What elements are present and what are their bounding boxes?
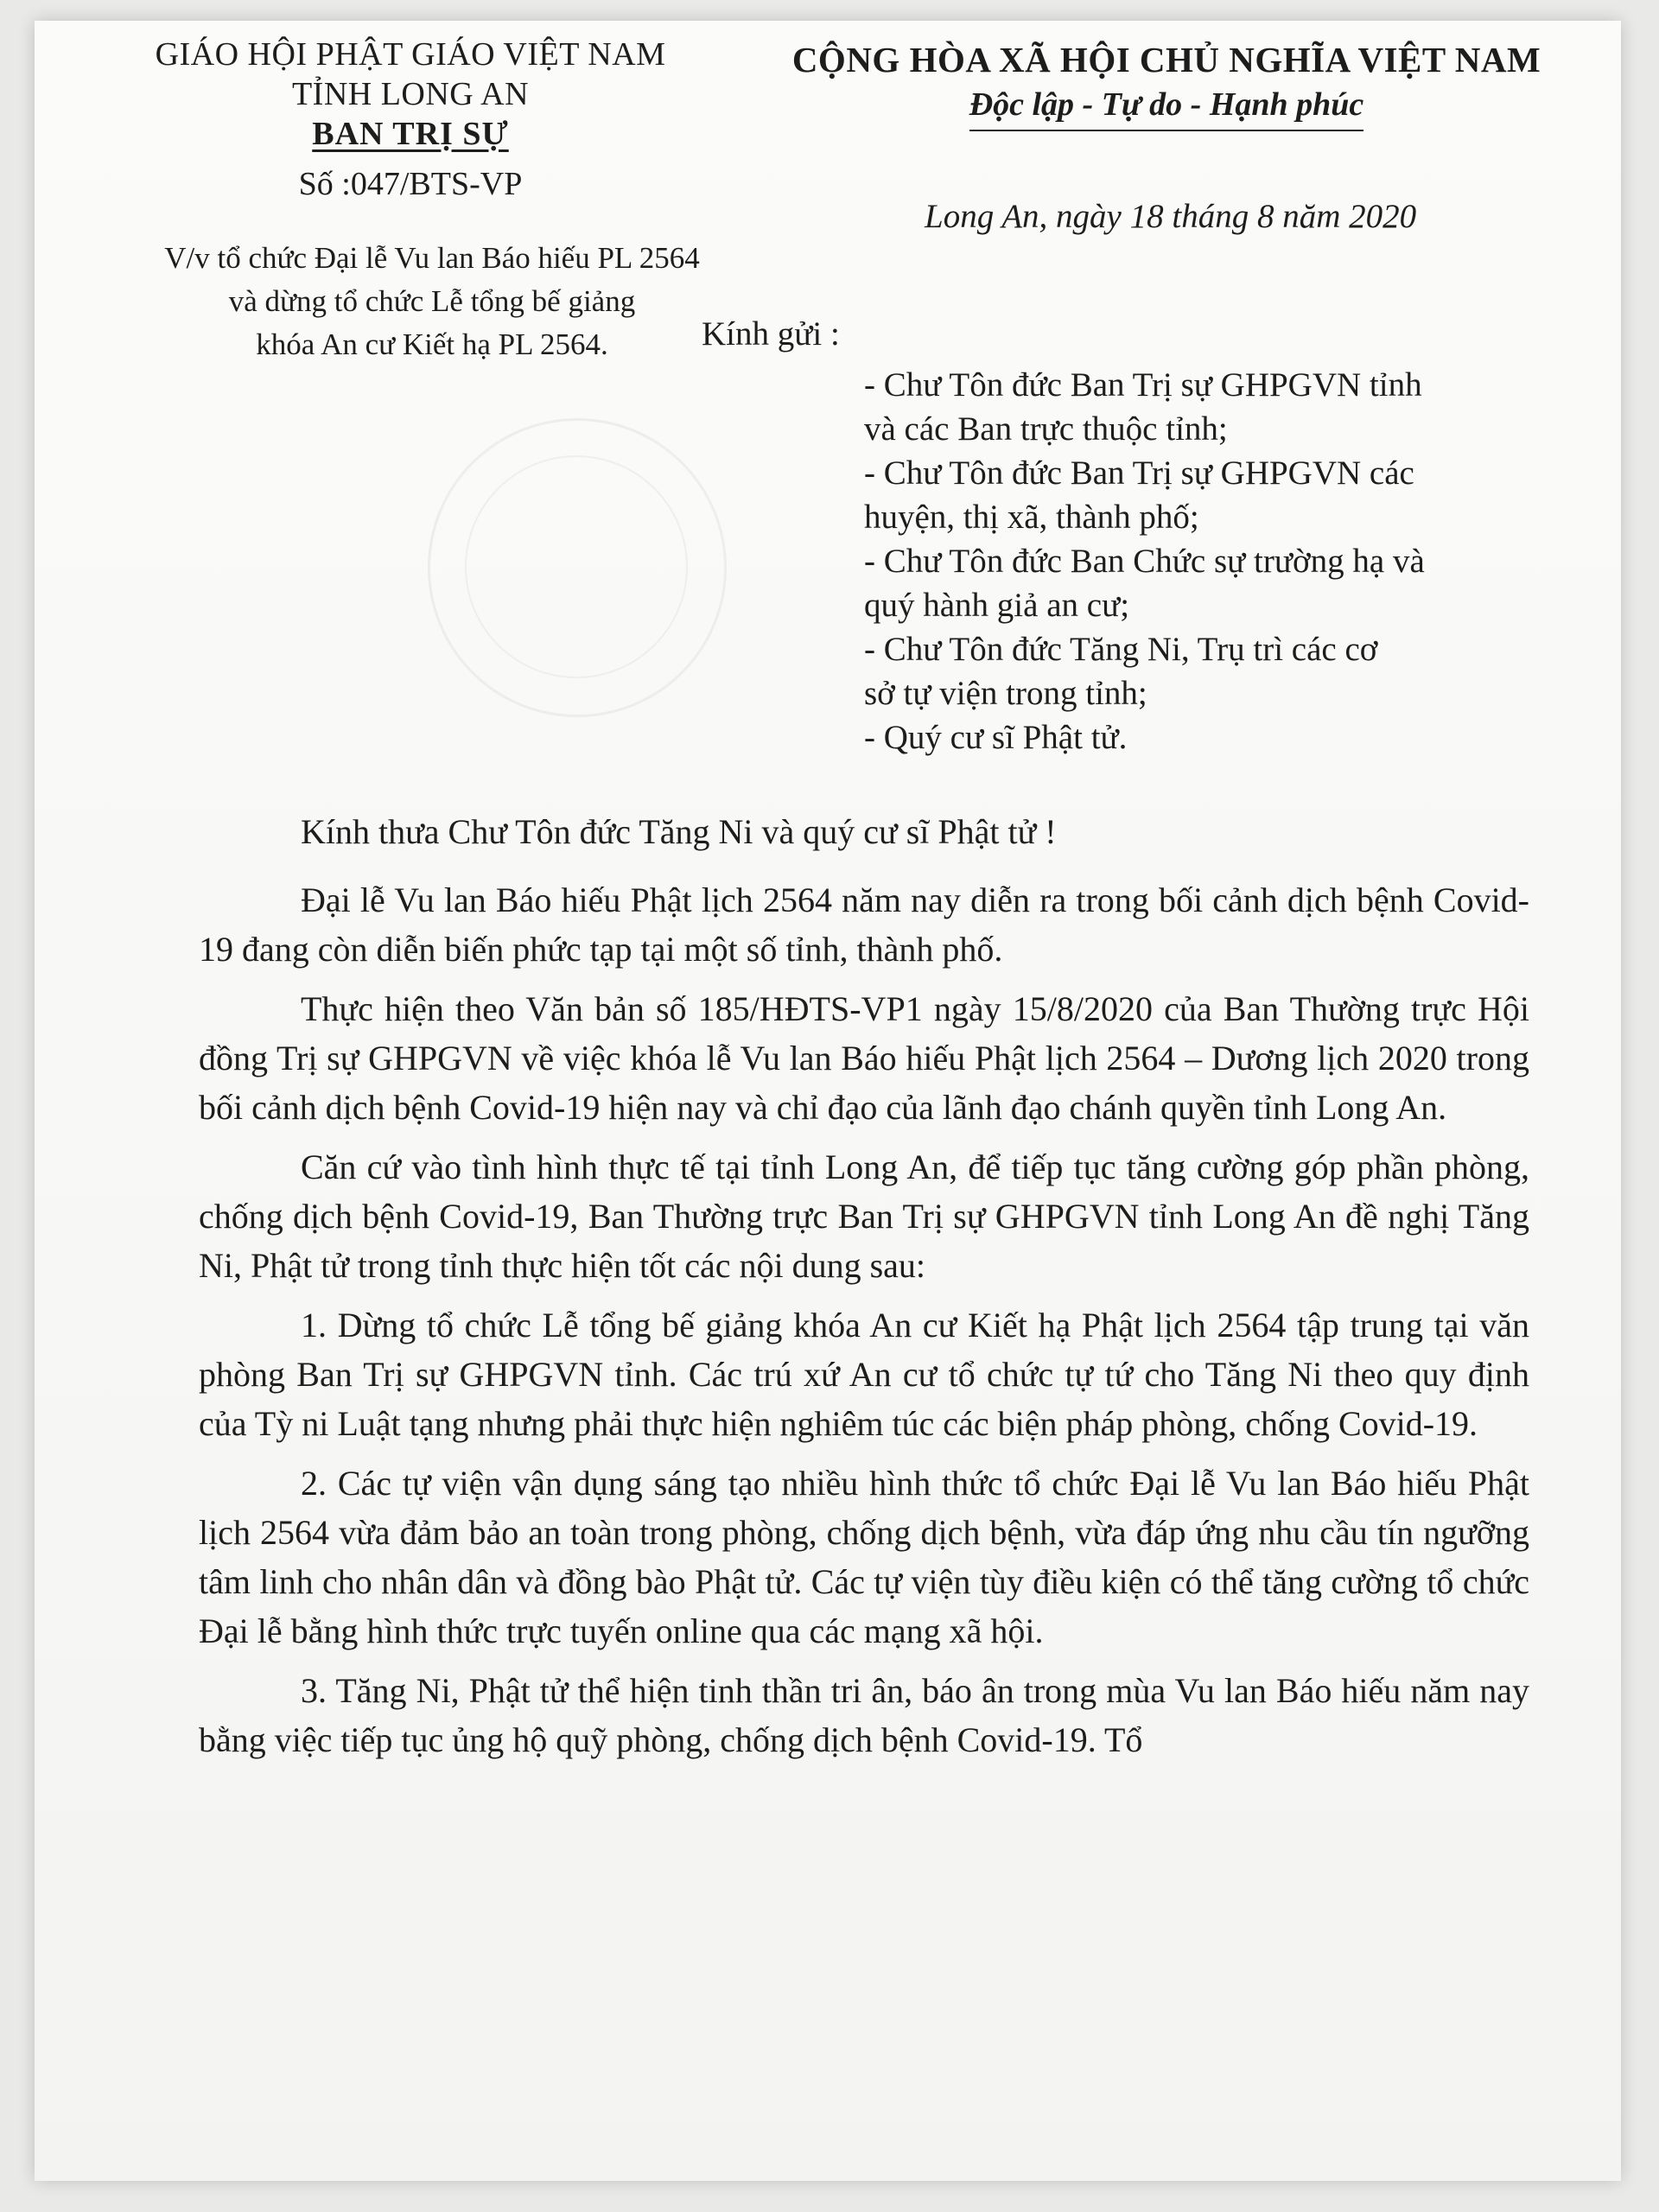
body-paragraph: 1. Dừng tổ chức Lễ tổng bế giảng khóa An cư Kiết hạ Phật lịch 2564 tập trung tại văn phòng Ban Trị sự GHPGVN tỉnh. Các trú xứ An cư tổ chức tự tứ cho Tăng Ni theo quy định của Tỳ ni Luật tạng nhưng phải thực hiện nghiêm túc các biện pháp phòng, chống Covid-19. [199, 1306, 1529, 1443]
org-line-2: TỈNH LONG AN [291, 76, 530, 112]
subject-block [130, 237, 734, 366]
body-paragraph: 2. Các tự viện vận dụng sáng tạo nhiều hình thức tổ chức Đại lễ Vu lan Báo hiếu Phật lịch 2564 vừa đảm bảo an toàn trong phòng, chống dịch bệnh, vừa đáp ứng nhu cầu tín ngưỡng tâm linh cho nhân dân và đồng bào Phật tử. Các tự viện tùy điều kiện có thể tăng cường tổ chức Đại lễ bằng hình thức trực tuyến online qua các mạng xã hội. [199, 1464, 1529, 1650]
recipient-line: sở tự viện trong tỉnh; [864, 675, 1147, 712]
org-line-3: BAN TRỊ SỰ [312, 116, 509, 152]
body-paragraph: Căn cứ vào tình hình thực tế tại tỉnh Long An, để tiếp tục tăng cường góp phần phòng, chống dịch bệnh Covid-19, Ban Thường trực Ban Trị sự GHPGVN tỉnh Long An đề nghị Tăng Ni, Phật tử trong tỉnh thực hiện tốt các nội dung sau: [199, 1147, 1529, 1285]
org-line-1: GIÁO HỘI PHẬT GIÁO VIỆT NAM [155, 36, 666, 73]
recipient-line: - Chư Tôn đức Ban Chức sự trường hạ và [864, 543, 1425, 580]
national-header [752, 36, 1581, 131]
faded-seal-icon [428, 418, 727, 717]
body-paragraph: 3. Tăng Ni, Phật tử thể hiện tinh thần tri ân, báo ân trong mùa Vu lan Báo hiếu năm nay bằng việc tiếp tục ủng hộ quỹ phòng, chống dịch bệnh Covid-19. Tổ [199, 1671, 1529, 1759]
recipient-line: - Quý cư sĩ Phật tử. [864, 719, 1128, 756]
recipient-line: huyện, thị xã, thành phố; [864, 499, 1199, 536]
recipients-label: Kính gửi : [702, 315, 840, 353]
document-date: Long An, ngày 18 tháng 8 năm 2020 [925, 198, 1417, 235]
recipient-line: quý hành giả an cư; [864, 587, 1130, 624]
document-page [35, 21, 1621, 2181]
national-motto: Độc lập - Tự do - Hạnh phúc [969, 83, 1364, 131]
nation-title: CỘNG HÒA XÃ HỘI CHỦ NGHĨA VIỆT NAM [791, 40, 1541, 79]
letter-body [199, 807, 1529, 1775]
document-number: Số :047/BTS-VP [298, 166, 523, 202]
recipient-line: - Chư Tôn đức Tăng Ni, Trụ trì các cơ [864, 631, 1378, 668]
recipient-line: - Chư Tôn đức Ban Trị sự GHPGVN các [864, 454, 1414, 492]
subject-line: V/v tổ chức Đại lễ Vu lan Báo hiếu PL 2564 [164, 241, 700, 275]
subject-line: và dừng tổ chức Lễ tổng bế giảng [228, 284, 636, 318]
recipient-line: - Chư Tôn đức Ban Trị sự GHPGVN tỉnh [864, 366, 1422, 404]
recipient-line: và các Ban trực thuộc tỉnh; [864, 410, 1228, 448]
greeting: Kính thưa Chư Tôn đức Tăng Ni và quý cư sĩ Phật tử ! [301, 812, 1057, 851]
recipients-list [864, 363, 1555, 760]
body-paragraph: Thực hiện theo Văn bản số 185/HĐTS-VP1 ngày 15/8/2020 của Ban Thường trực Hội đồng Trị sự GHPGVN về việc khóa lễ Vu lan Báo hiếu Phật lịch 2564 – Dương lịch 2020 trong bối cảnh dịch bệnh Covid-19 hiện nay và chỉ đạo của lãnh đạo chánh quyền tỉnh Long An. [199, 989, 1529, 1127]
body-paragraph: Đại lễ Vu lan Báo hiếu Phật lịch 2564 năm nay diễn ra trong bối cảnh dịch bệnh Covid-19 đang còn diễn biến phức tạp tại một số tỉnh, thành phố. [199, 880, 1529, 969]
issuer-header [130, 35, 691, 204]
subject-line: khóa An cư Kiết hạ PL 2564. [256, 327, 608, 361]
